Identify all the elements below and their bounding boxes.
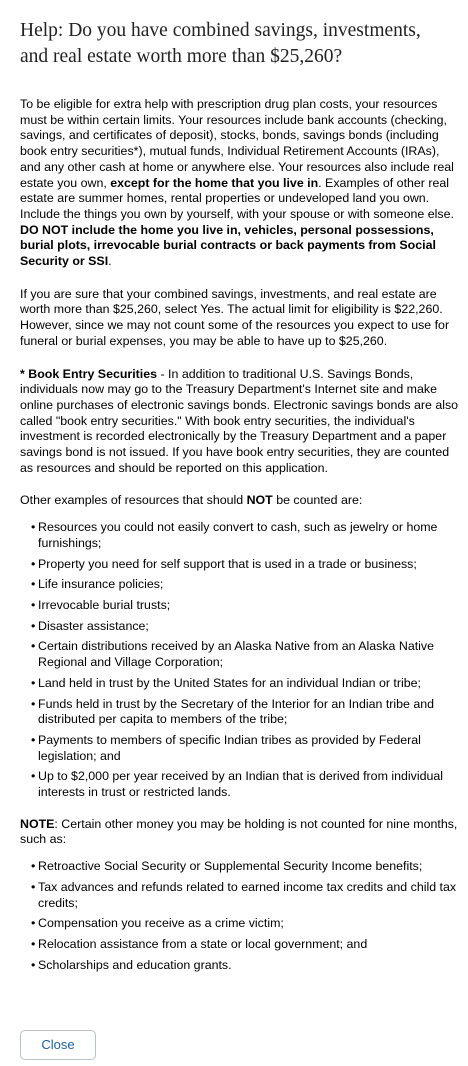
- list-item-text: Retroactive Social Security or Supplemental Security Income benefits;: [38, 859, 423, 874]
- bullet-icon: •: [31, 696, 36, 711]
- not-counted-intro: [20, 493, 462, 509]
- note-paragraph: [20, 817, 462, 848]
- not-counted-list: [20, 520, 462, 801]
- note-text: : Certain other money you may be holding is not counted for nine months, such as:: [20, 816, 458, 847]
- intro-bold-1: except for the home that you live in: [110, 175, 319, 190]
- bullet-icon: •: [31, 639, 36, 654]
- list-item-text: Up to $2,000 per year received by an Indian that is derived from individual interests in trust or restricted lands.: [38, 769, 443, 800]
- list-item-text: Disaster assistance;: [38, 618, 149, 633]
- bullet-icon: •: [31, 520, 36, 535]
- help-content: [20, 97, 462, 989]
- intro-text-3: .: [108, 254, 112, 269]
- intro-text-1: To be eligible for extra help with prescription drug plan costs, your resources must be within certain limits. Your resources include bank accounts (checking, savings, and certificates of deposit), stocks, bonds, savings bonds (including book entry securities*), mutual funds, Individual Retirement Accounts (IRAs), and any other cash at home or anywhere else. Your resources also include real estate you own,: [20, 97, 454, 190]
- list-item: [20, 697, 462, 728]
- resources-intro-paragraph: [20, 97, 462, 270]
- bullet-icon: •: [31, 732, 36, 747]
- list-item-text: Property you need for self support that is used in a trade or business;: [38, 556, 417, 571]
- intro-bold-2: DO NOT include the home you live in, vehicles, personal possessions, burial plots, irrevocable burial contracts or back payments from Social Security or SSI: [20, 222, 436, 269]
- list-item: [20, 769, 462, 800]
- list-item-text: Life insurance policies;: [38, 577, 164, 592]
- bullet-icon: •: [31, 769, 36, 784]
- list-item-text: Resources you could not easily convert to cash, such as jewelry or home furnishings;: [38, 520, 438, 550]
- note-label: NOTE: [20, 816, 55, 831]
- help-title: Help: Do you have combined savings, investments, and real estate worth more than $25,260?: [20, 20, 421, 67]
- list-item: [20, 880, 462, 911]
- bullet-icon: •: [31, 675, 36, 690]
- intro-text-2: . Examples of other real estate are summer homes, rental properties or undeveloped land you own. Include the things you own by yourself, with your spouse or with someone else.: [20, 175, 454, 221]
- book-entry-paragraph: [20, 367, 462, 477]
- list-item-text: Funds held in trust by the Secretary of the Interior for an Indian tribe and distributed per capita to members of the tribe;: [38, 696, 435, 727]
- close-button[interactable]: Close: [20, 1030, 96, 1060]
- list-item-text: Certain distributions received by an Alaska Native from an Alaska Native Regional and Village Corporation;: [38, 639, 435, 670]
- list-item-text: Compensation you receive as a crime victim;: [38, 916, 284, 931]
- bullet-icon: •: [31, 577, 36, 592]
- bullet-icon: •: [31, 859, 36, 874]
- list-item-text: Payments to members of specific Indian tribes as provided by Federal legislation; and: [38, 732, 421, 763]
- bullet-icon: •: [31, 916, 36, 931]
- list-item: [20, 577, 462, 593]
- list-item: [20, 937, 462, 953]
- list-item: [20, 958, 462, 974]
- not-counted-text-1: Other examples of resources that should: [20, 493, 247, 508]
- list-item-text: Relocation assistance from a state or local government; and: [38, 936, 368, 951]
- list-item: [20, 619, 462, 635]
- list-item: [20, 520, 462, 551]
- book-entry-text: - In addition to traditional U.S. Savings Bonds, individuals now may go to the Treasury Department's Internet site and make online purchases of electronic savings bonds. Electronic savings bonds are also called "book entry securities." With book entry securities, the individual's investment is recorded electronically by the Treasury Department and a paper savings bond is not issued. If you have book entry securities, they are counted as resources and should be reported on this application.: [20, 366, 459, 475]
- list-item-text: Land held in trust by the United States for an individual Indian or tribe;: [38, 675, 421, 690]
- list-item: [20, 733, 462, 764]
- list-item: [20, 598, 462, 614]
- limit-paragraph: If you are sure that your combined savings, investments, and real estate are worth more than $25,260, select Yes. The actual limit for eligibility is $22,260. However, since we may not count some of the resources you expect to use for funeral or burial expenses, you may be able to have up to $25,260.: [20, 286, 450, 348]
- not-counted-text-2: be counted are:: [272, 493, 363, 508]
- list-item: [20, 859, 462, 875]
- bullet-icon: •: [31, 618, 36, 633]
- list-item-text: Scholarships and education grants.: [38, 957, 232, 972]
- list-item: [20, 676, 462, 692]
- bullet-icon: •: [31, 957, 36, 972]
- list-item-text: Tax advances and refunds related to earned income tax credits and child tax credits;: [38, 879, 457, 910]
- list-item: [20, 916, 462, 932]
- nine-month-list: [20, 859, 462, 973]
- bullet-icon: •: [31, 879, 36, 894]
- bullet-icon: •: [31, 556, 36, 571]
- bullet-icon: •: [31, 597, 36, 612]
- not-counted-bold: NOT: [246, 493, 273, 508]
- bullet-icon: •: [31, 936, 36, 951]
- book-entry-heading: * Book Entry Securities: [20, 366, 158, 381]
- list-item: [20, 557, 462, 573]
- list-item-text: Irrevocable burial trusts;: [38, 597, 171, 612]
- list-item: [20, 639, 462, 670]
